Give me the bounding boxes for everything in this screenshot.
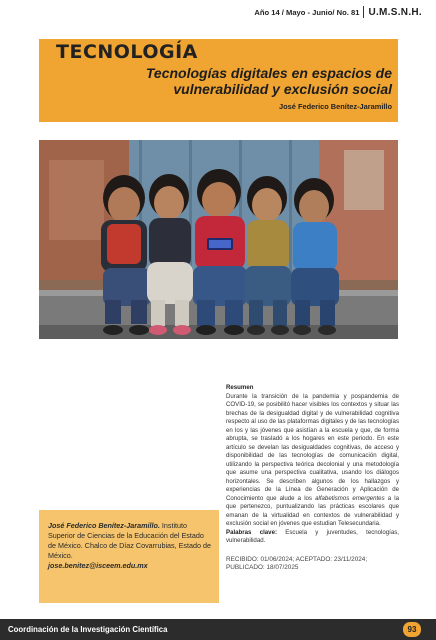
- author-info-box: [39, 510, 219, 603]
- abstract-body: Durante la transición de la pandemia y pospandemia de COVID-19, se posibilitó hacer visibles los contextos y situar las brechas de la desigualdad digital y de vulnerabilidad cognitiva respecto al uso de las plataformas digitales y de las tecnologías en los y las jóvenes que asistían a la escuela y que, de forma abrupta, se trasladó a los hogares en este periodo. En este artículo se develan las desigualdades cognitivas, de acceso y disponibilidad de las tecnologías de comunicación digital, utilizando la perspectiva teórica decolonial y una metodología que asume una perspectiva cualitativa, usando los diálogos horizontales. Se describen algunos de los hallazgos y experiencias de la Línea de Generación y Aplicación de Conocimiento que alude a los alfabetismos emergentes a la que pertenezco, puntualizando las prácticas escolares que emanan de la virtualidad en contextos de vulnerabilidad y exclusión social en jóvenes que estudian Telesecundaria.: [226, 392, 399, 527]
- section-heading: TECNOLOGÍA: [56, 41, 198, 63]
- article-title: Tecnologías digitales en espacios de vulnerabilidad y exclusión social: [145, 65, 392, 97]
- footer-text: Coordinación de la Investigación Científica: [8, 625, 168, 634]
- university-label: U.M.S.N.H.: [368, 6, 422, 18]
- page-footer: [0, 619, 436, 640]
- author-email[interactable]: jose.benitez@isceem.edu.mx: [48, 561, 148, 570]
- author-name: José Federico Benítez-Jaramillo.: [48, 521, 160, 530]
- abstract-heading: Resumen: [226, 384, 254, 391]
- keywords: Palabras clave: Escuela y juventudes, tecnologías, vulnerabilidad.: [226, 528, 399, 544]
- page-header: [254, 6, 422, 18]
- publication-dates: RECIBIDO: 01/06/2024; ACEPTADO: 23/11/2024; PUBLICADO: 18/07/2025: [226, 555, 368, 571]
- header-divider: [363, 6, 364, 18]
- article-author: José Federico Benítez-Jaramillo: [279, 102, 392, 111]
- title-banner: [39, 39, 398, 122]
- page-number: 93: [403, 622, 421, 637]
- article-photo: [39, 140, 398, 339]
- issue-label: Año 14 / Mayo - Junio/ No. 81: [254, 7, 360, 17]
- author-affiliation: Instituto Superior de Ciencias de la Educación del Estado de México. Chalco de Díaz Covarrubias, Estado de México.: [48, 521, 211, 560]
- abstract-block: [226, 384, 399, 573]
